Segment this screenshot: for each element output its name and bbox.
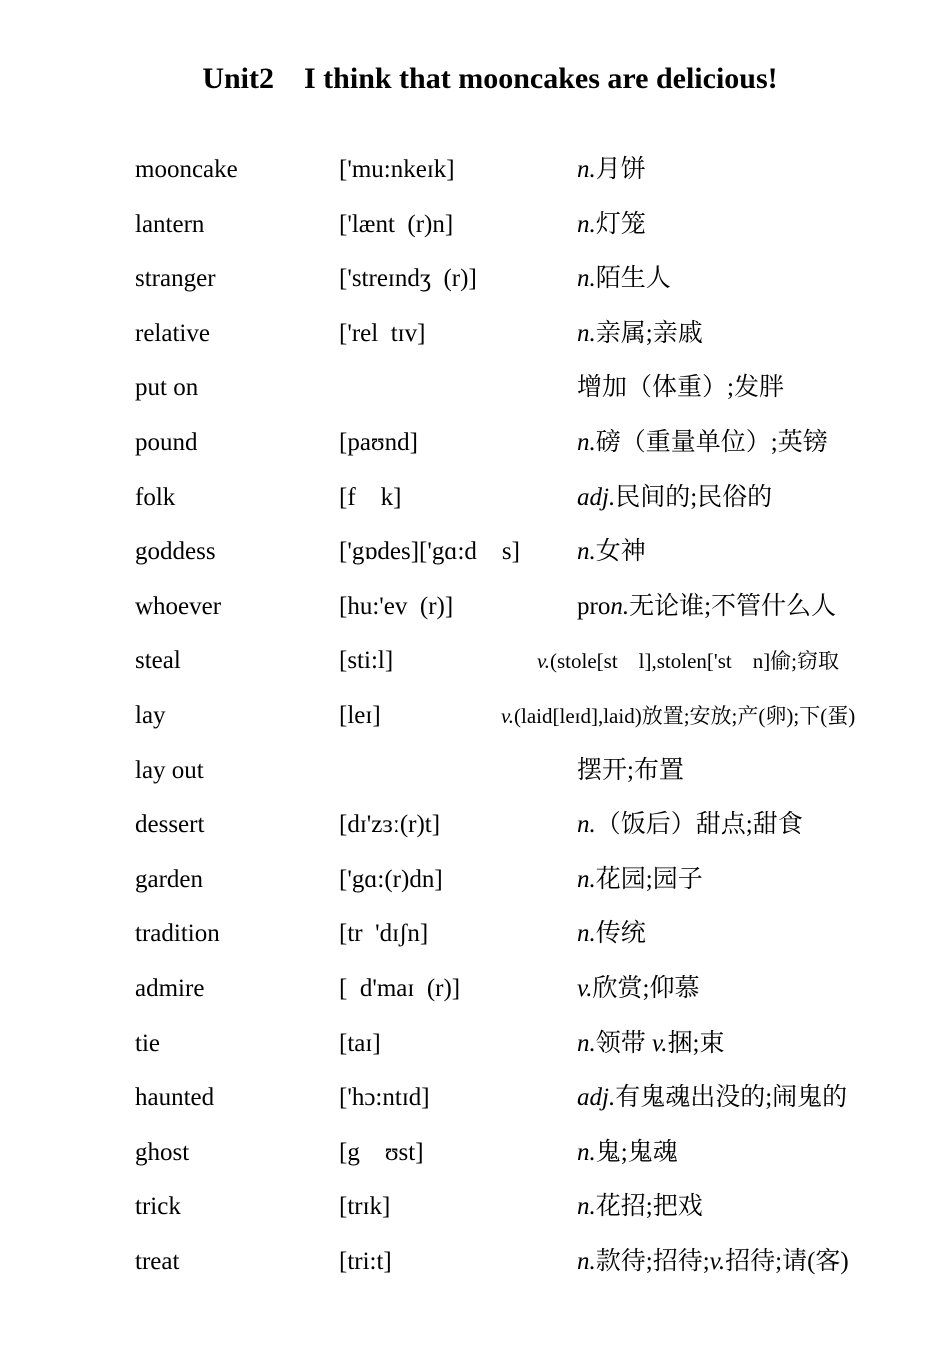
vocab-meaning [577,798,803,852]
vocab-row [0,744,950,799]
vocab-word: treat [135,1247,180,1275]
vocab-pronunciation: ['streɪndʒ (r)] [339,265,477,293]
part-of-speech: n. [577,538,596,566]
vocab-word: stranger [135,265,216,293]
vocab-row [0,471,950,526]
vocab-word: lantern [135,210,205,238]
meaning-prefix: pro [577,592,611,620]
vocab-row [0,1180,950,1235]
vocab-word: haunted [135,1084,215,1112]
vocab-meaning [577,198,646,252]
vocab-meaning [577,962,699,1016]
vocab-row [0,307,950,362]
vocab-pronunciation: [sti:l] [339,647,394,675]
vocab-meaning [577,143,646,197]
meaning-text: 灯笼 [595,210,646,238]
vocab-row [0,252,950,307]
vocab-word: whoever [135,592,222,620]
part-of-speech: v. [501,703,515,728]
part-of-speech: n. [577,319,596,347]
part-of-speech: n. [577,1193,596,1221]
vocab-row [0,962,950,1017]
vocab-row [0,143,950,198]
part-of-speech: n. [577,920,596,948]
vocab-word: dessert [135,811,205,839]
part-of-speech: n. [577,865,596,893]
vocab-meaning [577,1180,703,1234]
vocab-meaning [577,361,784,415]
part-of-speech: adj. [577,1084,616,1112]
meaning-text: 款待;招待; [595,1247,710,1275]
part-of-speech: v. [577,974,593,1002]
vocab-word: admire [135,974,205,1002]
vocab-pronunciation: ['gɒdes]['gɑ:d s] [339,538,520,566]
vocab-row [0,1235,950,1290]
part-of-speech: n. [577,210,596,238]
vocab-meaning [577,471,772,525]
vocab-pronunciation: [taɪ] [339,1029,381,1057]
vocab-row [0,634,950,689]
meaning-text: （饭后）甜点;甜食 [595,811,803,839]
meaning-text: 女神 [595,538,646,566]
meaning-text: 摆开;布置 [577,756,684,784]
part-of-speech: n. [577,428,596,456]
vocab-word: tie [135,1029,160,1057]
meaning-text: 月饼 [595,156,646,183]
vocab-word: goddess [135,538,216,566]
part-of-speech: n. [577,811,596,839]
vocab-word: garden [135,865,204,893]
vocab-meaning [577,853,703,907]
meaning-text: (laid[leɪd],laid)放置;安放;产(卵);下(蛋) [514,703,856,728]
vocab-pronunciation: ['hɔ:ntɪd] [339,1084,430,1112]
vocab-meaning [577,307,703,361]
vocab-word: mooncake [135,156,238,183]
vocab-meaning [577,580,836,634]
part-of-speech-secondary: v. [709,1247,726,1275]
vocab-pronunciation: [tr 'dɪʃn] [339,920,429,948]
meaning-text: (stole[st l],stolen['st n]偷;窃取 [550,649,840,674]
vocab-row [0,853,950,908]
vocab-row [0,525,950,580]
vocab-row [0,1017,950,1072]
vocab-word: relative [135,319,210,347]
meaning-text: 有鬼魂出没的;闹鬼的 [615,1084,848,1112]
vocab-word: lay out [135,756,204,784]
part-of-speech: n. [610,592,630,620]
meaning-text: 亲属;亲戚 [595,319,703,347]
vocab-row [0,689,950,744]
vocab-meaning [577,252,671,306]
vocab-pronunciation: [f k] [339,483,402,511]
vocab-pronunciation: [trɪk] [339,1193,391,1221]
vocab-pronunciation: ['lænt (r)n] [339,210,454,238]
vocab-pronunciation: [tri:t] [339,1247,392,1275]
vocab-meaning [577,1071,847,1125]
part-of-speech: n. [577,1247,596,1275]
meaning-text: 陌生人 [595,265,671,293]
part-of-speech: n. [577,156,596,183]
vocab-pronunciation: [g ʊst] [339,1138,424,1166]
vocab-word: lay [135,701,166,729]
vocab-pronunciation: [ d'maɪ (r)] [339,974,461,1002]
meaning-text: 领带 [595,1029,653,1057]
vocab-word: put on [135,374,199,402]
vocab-pronunciation: [hu:'ev (r)] [339,592,454,620]
meaning-text: 花招;把戏 [595,1193,703,1221]
vocab-meaning [577,1235,849,1289]
vocab-word: trick [135,1193,181,1221]
meaning-text: 民间的;民俗的 [615,483,773,511]
meaning-text: 磅（重量单位）;英镑 [595,428,828,456]
vocab-row [0,907,950,962]
vocab-pronunciation: ['mu:nkeɪk] [339,156,455,183]
page-title: Unit2 I think that mooncakes are delicious! [202,62,778,95]
vocab-row [0,198,950,253]
meaning-text: 传统 [595,920,646,948]
part-of-speech: n. [577,265,596,293]
meaning-text: 花园;园子 [595,865,703,893]
vocab-pronunciation: ['gɑ:(r)dn] [339,865,443,893]
vocabulary-list [0,143,950,1289]
vocab-meaning [577,416,828,470]
vocab-meaning [501,689,855,743]
vocab-row [0,361,950,416]
meaning-text-secondary: 捆;束 [667,1029,725,1057]
vocab-meaning [577,1017,724,1071]
vocab-pronunciation: [leɪ] [339,701,381,729]
vocab-meaning [577,907,646,961]
part-of-speech-secondary: v. [652,1029,668,1057]
vocab-word: ghost [135,1138,190,1166]
vocab-pronunciation: ['rel tɪv] [339,319,426,347]
vocab-pronunciation: [paʊnd] [339,428,418,456]
part-of-speech: n. [577,1029,596,1057]
meaning-text: 无论谁;不管什么人 [629,592,837,620]
vocab-row [0,580,950,635]
vocab-word: steal [135,647,181,675]
vocab-meaning [577,1126,678,1180]
meaning-text: 增加（体重）;发胖 [577,374,784,402]
vocab-meaning [537,634,839,688]
part-of-speech: adj. [577,483,616,511]
vocab-row [0,1071,950,1126]
vocab-meaning [577,744,684,798]
meaning-text: 鬼;鬼魂 [595,1138,678,1166]
part-of-speech: n. [577,1138,596,1166]
part-of-speech: v. [537,649,551,674]
vocab-row [0,798,950,853]
vocab-word: folk [135,483,176,511]
vocab-pronunciation: [dɪ'zɜː(r)t] [339,811,441,839]
vocab-row [0,1126,950,1181]
vocab-word: pound [135,428,198,456]
vocab-row [0,416,950,471]
vocab-meaning [577,525,646,579]
vocab-word: tradition [135,920,220,948]
meaning-text: 欣赏;仰慕 [592,974,700,1002]
meaning-text-secondary: 招待;请(客) [725,1247,849,1275]
